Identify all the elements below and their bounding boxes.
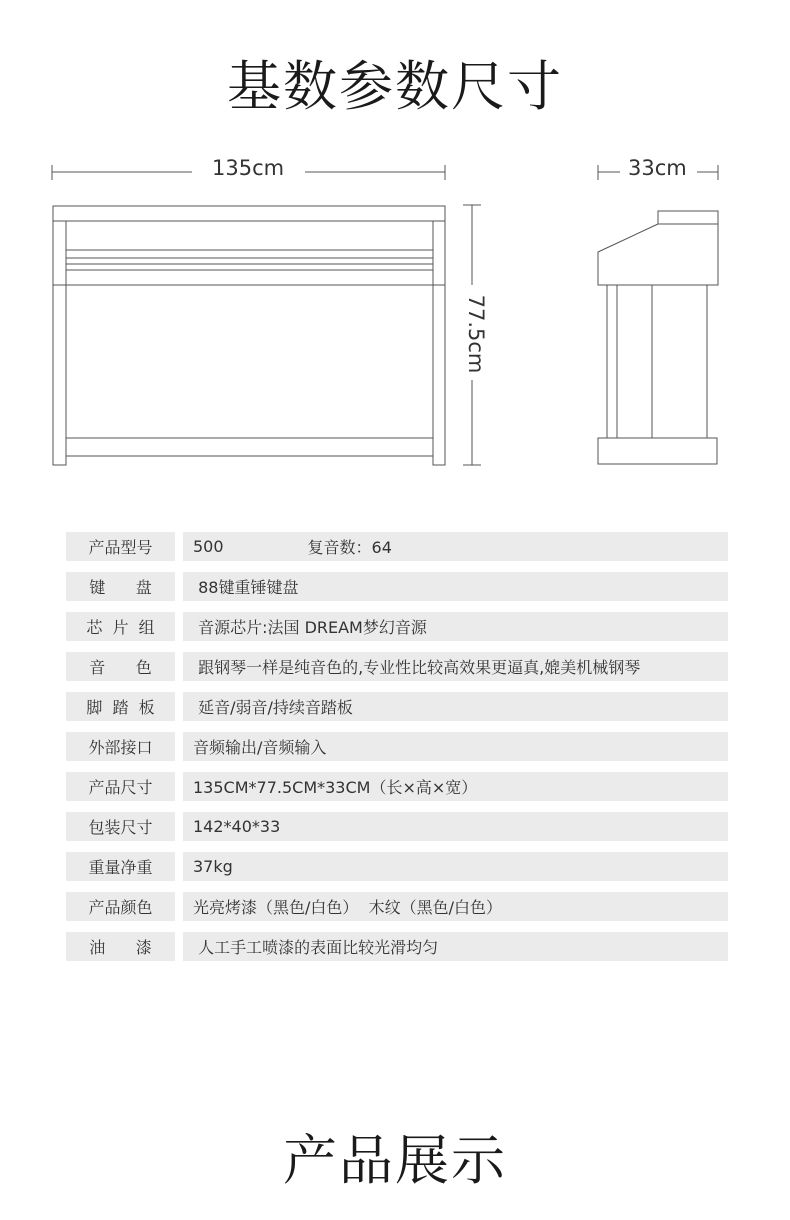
spec-row-model bbox=[66, 532, 728, 561]
spec-row-paint bbox=[66, 932, 728, 961]
section-title-parameters: 基数参数尺寸 bbox=[227, 55, 563, 118]
spec-value: 光亮烤漆（黑色/白色） 木纹（黑色/白色） bbox=[183, 892, 728, 921]
spec-value: 37kg bbox=[183, 852, 728, 881]
spec-value-polyphony: 复音数：64 bbox=[307, 538, 392, 557]
spec-label: 脚 踏 板 bbox=[66, 692, 175, 721]
spec-row-ports bbox=[66, 732, 728, 761]
spec-row-tone bbox=[66, 652, 728, 681]
spec-row-color bbox=[66, 892, 728, 921]
section-title-product-display: 产品展示 bbox=[283, 1129, 507, 1192]
spec-label: 键 盘 bbox=[66, 572, 175, 601]
spec-row-product-size bbox=[66, 772, 728, 801]
spec-value: 跟钢琴一样是纯音色的,专业性比较高效果更逼真,媲美机械钢琴 bbox=[183, 652, 728, 681]
spec-value: 142*40*33 bbox=[183, 812, 728, 841]
spec-value: 人工手工喷漆的表面比较光滑均匀 bbox=[183, 932, 728, 961]
spec-label: 重量净重 bbox=[66, 852, 175, 881]
spec-label: 产品颜色 bbox=[66, 892, 175, 921]
spec-label: 油 漆 bbox=[66, 932, 175, 961]
spec-label: 包装尺寸 bbox=[66, 812, 175, 841]
height-dimension-label: 77.5cm bbox=[464, 294, 488, 374]
piano-dimension-drawing bbox=[0, 0, 790, 520]
depth-dimension-label: 33cm bbox=[628, 156, 687, 180]
spec-label: 产品尺寸 bbox=[66, 772, 175, 801]
spec-value: 音频输出/音频输入 bbox=[183, 732, 728, 761]
spec-row-package-size bbox=[66, 812, 728, 841]
spec-value-model: 500 bbox=[193, 537, 224, 556]
spec-value: 延音/弱音/持续音踏板 bbox=[183, 692, 728, 721]
spec-row-chipset bbox=[66, 612, 728, 641]
spec-table bbox=[66, 532, 728, 972]
spec-label: 芯 片 组 bbox=[66, 612, 175, 641]
spec-value: 音源芯片:法国 DREAM梦幻音源 bbox=[183, 612, 728, 641]
spec-value: 135CM*77.5CM*33CM（长×高×宽） bbox=[183, 772, 728, 801]
spec-label: 外部接口 bbox=[66, 732, 175, 761]
width-dimension-label: 135cm bbox=[212, 156, 285, 180]
spec-row-weight bbox=[66, 852, 728, 881]
spec-label: 产品型号 bbox=[66, 532, 175, 561]
spec-value: 88键重锤键盘 bbox=[183, 572, 728, 601]
spec-value bbox=[183, 532, 728, 561]
spec-row-keyboard bbox=[66, 572, 728, 601]
spec-row-pedals bbox=[66, 692, 728, 721]
spec-label: 音 色 bbox=[66, 652, 175, 681]
